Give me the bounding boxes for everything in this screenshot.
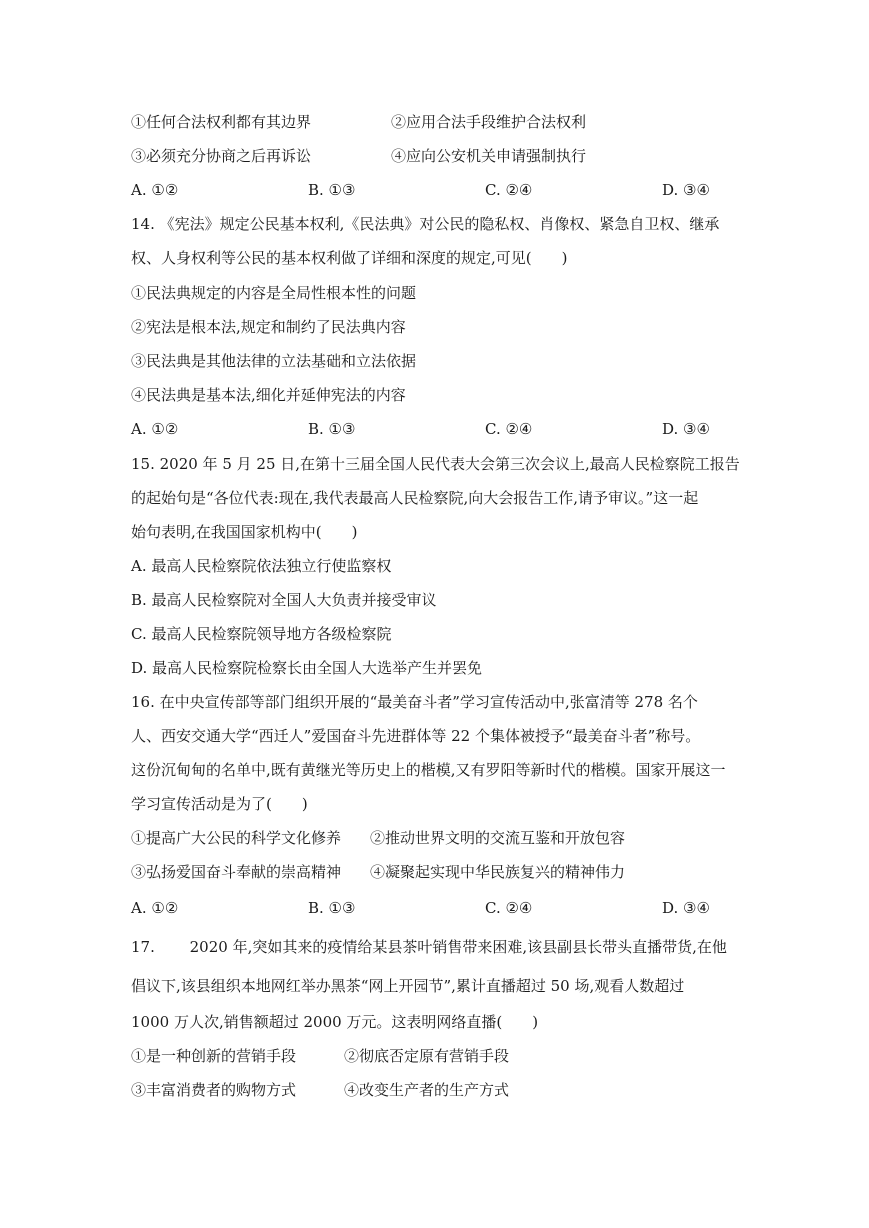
q14-statement-2: ②宪法是根本法,规定和制约了民法典内容 <box>131 318 406 336</box>
q17-stem-line-3: 1000 万人次,销售额超过 2000 万元。这表明网络直播( ) <box>131 1013 539 1031</box>
q13-option-a: A. ①② <box>131 181 179 199</box>
q16-statement-1: ①提高广大公民的科学文化修养 <box>131 829 342 847</box>
q16-stem-line-4: 学习宣传活动是为了( ) <box>131 795 308 813</box>
q16-option-d: D. ③④ <box>662 899 710 917</box>
q13-statement-4: ④应向公安机关申请强制执行 <box>391 147 587 165</box>
q14-statement-1: ①民法典规定的内容是全局性根本性的问题 <box>131 284 417 302</box>
q16-option-c: C. ②④ <box>485 899 533 917</box>
q13-statement-2: ②应用合法手段维护合法权利 <box>391 113 587 131</box>
q15-option-c: C. 最高人民检察院领导地方各级检察院 <box>131 625 392 643</box>
q16-stem-line-2: 人、西安交通大学“西迁人”爱国奋斗先进群体等 22 个集体被授予“最美奋斗者”称号。 <box>131 727 701 745</box>
q15-option-b: B. 最高人民检察院对全国人大负责并接受审议 <box>131 591 437 609</box>
q17-statement-3: ③丰富消费者的购物方式 <box>131 1081 297 1099</box>
q14-statement-4: ④民法典是基本法,细化并延伸宪法的内容 <box>131 386 406 404</box>
q15-stem-line-1: 15. 2020 年 5 月 25 日,在第十三届全国人民代表大会第三次会议上,最高人民检察院工报告 <box>131 455 740 473</box>
q13-option-b: B. ①③ <box>308 181 356 199</box>
q17-statement-2: ②彻底否定原有营销手段 <box>344 1047 510 1065</box>
q14-option-c: C. ②④ <box>485 420 533 438</box>
q14-option-a: A. ①② <box>131 420 179 438</box>
q14-stem-line-1: 14. 《宪法》规定公民基本权利,《民法典》对公民的隐私权、肖像权、紧急自卫权、继承 <box>131 215 720 233</box>
q14-option-b: B. ①③ <box>308 420 356 438</box>
q15-stem-line-2: 的起始句是“各位代表:现在,我代表最高人民检察院,向大会报告工作,请予审议。”这一起 <box>131 489 699 507</box>
q14-option-d: D. ③④ <box>662 420 710 438</box>
q13-statement-1: ①任何合法权利都有其边界 <box>131 113 312 131</box>
q17-statement-1: ①是一种创新的营销手段 <box>131 1047 297 1065</box>
q17-stem-line-1: 17. 2020 年,突如其来的疫情给某县茶叶销售带来困难,该县副县长带头直播带货,在他 <box>131 938 727 956</box>
q14-stem-line-2: 权、人身权利等公民的基本权利做了详细和深度的规定,可见( ) <box>131 249 568 267</box>
q15-stem-line-3: 始句表明,在我国国家机构中( ) <box>131 523 358 541</box>
q16-statement-4: ④凝聚起实现中华民族复兴的精神伟力 <box>370 863 626 881</box>
q13-statement-3: ③必须充分协商之后再诉讼 <box>131 147 312 165</box>
q13-option-d: D. ③④ <box>662 181 710 199</box>
q16-stem-line-1: 16. 在中央宣传部等部门组织开展的“最美奋斗者”学习宣传活动中,张富清等 278 名个 <box>131 693 698 711</box>
q14-statement-3: ③民法典是其他法律的立法基础和立法依据 <box>131 352 417 370</box>
q16-statement-3: ③弘扬爱国奋斗奉献的崇高精神 <box>131 863 342 881</box>
q16-option-b: B. ①③ <box>308 899 356 917</box>
q17-statement-4: ④改变生产者的生产方式 <box>344 1081 510 1099</box>
q16-option-a: A. ①② <box>131 899 179 917</box>
q13-option-c: C. ②④ <box>485 181 533 199</box>
q15-option-d: D. 最高人民检察院检察长由全国人大选举产生并罢免 <box>131 659 483 677</box>
q16-stem-line-3: 这份沉甸甸的名单中,既有黄继光等历史上的楷模,又有罗阳等新时代的楷模。国家开展这一 <box>131 761 726 779</box>
q15-option-a: A. 最高人民检察院依法独立行使监察权 <box>131 557 392 575</box>
q17-stem-line-2: 倡议下,该县组织本地网红举办黑茶“网上开园节”,累计直播超过 50 场,观看人数超过 <box>131 977 685 995</box>
q16-statement-2: ②推动世界文明的交流互鉴和开放包容 <box>370 829 626 847</box>
